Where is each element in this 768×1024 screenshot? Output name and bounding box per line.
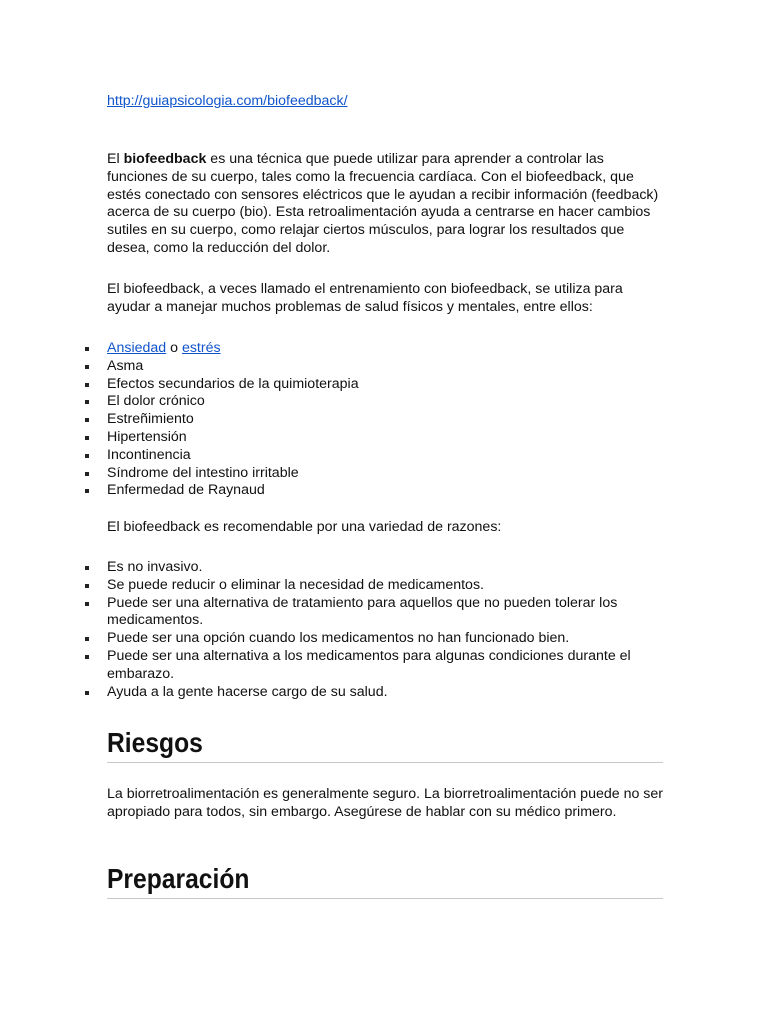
list-item-text: Puede ser una opción cuando los medicamentos no han funcionado bien. [107,630,570,647]
section-heading-riesgos [107,726,663,763]
list-item [107,340,663,358]
bullet-icon [85,383,89,387]
list-item [107,447,663,465]
intro-paragraph [107,151,663,258]
list-item-text: Hipertensión [107,428,187,445]
intro-lead: El [107,151,124,167]
list-item-text: El dolor crónico [107,393,205,410]
ansiedad-link[interactable]: Ansiedad [107,340,167,356]
bullet-icon [85,655,89,659]
list-item-text: Puede ser una alternativa de tratamiento para aquellos que no pueden tolerar los medicamentos. [107,594,618,629]
bullet-icon [85,691,89,695]
list-item-text: Efectos secundarios de la quimioterapia [107,375,359,392]
conditions-list [107,340,663,500]
bullet-icon [85,637,89,641]
bullet-icon [85,472,89,476]
bullet-icon [85,347,89,351]
list-item [107,577,663,595]
list-item [107,465,663,483]
bullet-icon [85,489,89,493]
reasons-list [107,559,663,701]
list-item [107,648,663,684]
list-item-text: Incontinencia [107,446,191,463]
heading-text: Preparación [107,863,250,894]
source-link[interactable]: http://guiapsicologia.com/biofeedback/ [107,93,348,109]
bullet-icon [85,436,89,440]
intro-bold-term: biofeedback [123,151,207,167]
list-item [107,595,663,631]
list-item [107,482,663,500]
list-item-text: Es no invasivo. [107,559,203,575]
list-item-text: Se puede reducir o eliminar la necesidad de medicamentos. [107,576,484,593]
list-item-text: Ayuda a la gente hacerse cargo de su salud. [107,683,388,700]
bullet-icon [85,602,89,606]
bullet-icon [85,584,89,588]
list-item-text: Asma [107,357,144,374]
bullet-icon [85,454,89,458]
riesgos-paragraph: La biorretroalimentación es generalmente seguro. La biorretroalimentación puede no ser apropiado para todos, sin embargo. Asegúrese de hablar con su médico primero. [107,786,664,820]
reasons-intro-paragraph: El biofeedback es recomendable por una variedad de razones: [107,519,502,535]
joiner-text: o [166,340,182,356]
bullet-icon [85,418,89,422]
list-item [107,684,663,702]
list-item [107,376,663,394]
bullet-icon [85,400,89,404]
section-heading-preparacion [107,862,663,899]
list-item-text: Estreñimiento [107,411,194,428]
list-item [107,411,663,429]
estres-link[interactable]: estrés [181,340,221,356]
heading-text: Riesgos [107,727,203,758]
intro-rest: es una técnica que puede utilizar para aprender a controlar las funciones de su cuerpo, tales como la frecuencia cardíaca. Con el biofeedback, que estés conectado con sensores eléctricos que le ayudan a recibir información (feedback) acerca de su cuerpo (bio). Esta retroalimentación ayuda a centrarse en hacer cambios sutiles en su cuerpo, como relajar ciertos músculos, para lograr los resultados que desea, como la reducción del dolor. [107,151,659,256]
list-item-text: Puede ser una alternativa a los medicamentos para algunas condiciones durante el embarazo. [107,647,631,682]
list-item [107,429,663,447]
list-item-text: Síndrome del intestino irritable [107,464,299,481]
list-item [107,630,663,648]
list-item [107,559,663,577]
bullet-icon [85,566,89,570]
conditions-intro-paragraph: El biofeedback, a veces llamado el entrenamiento con biofeedback, se utiliza para ayudar a manejar muchos problemas de salud físicos y mentales, entre ellos: [107,281,623,315]
bullet-icon [85,365,89,369]
list-item-text: Enfermedad de Raynaud [107,482,265,499]
list-item [107,358,663,376]
list-item [107,393,663,411]
